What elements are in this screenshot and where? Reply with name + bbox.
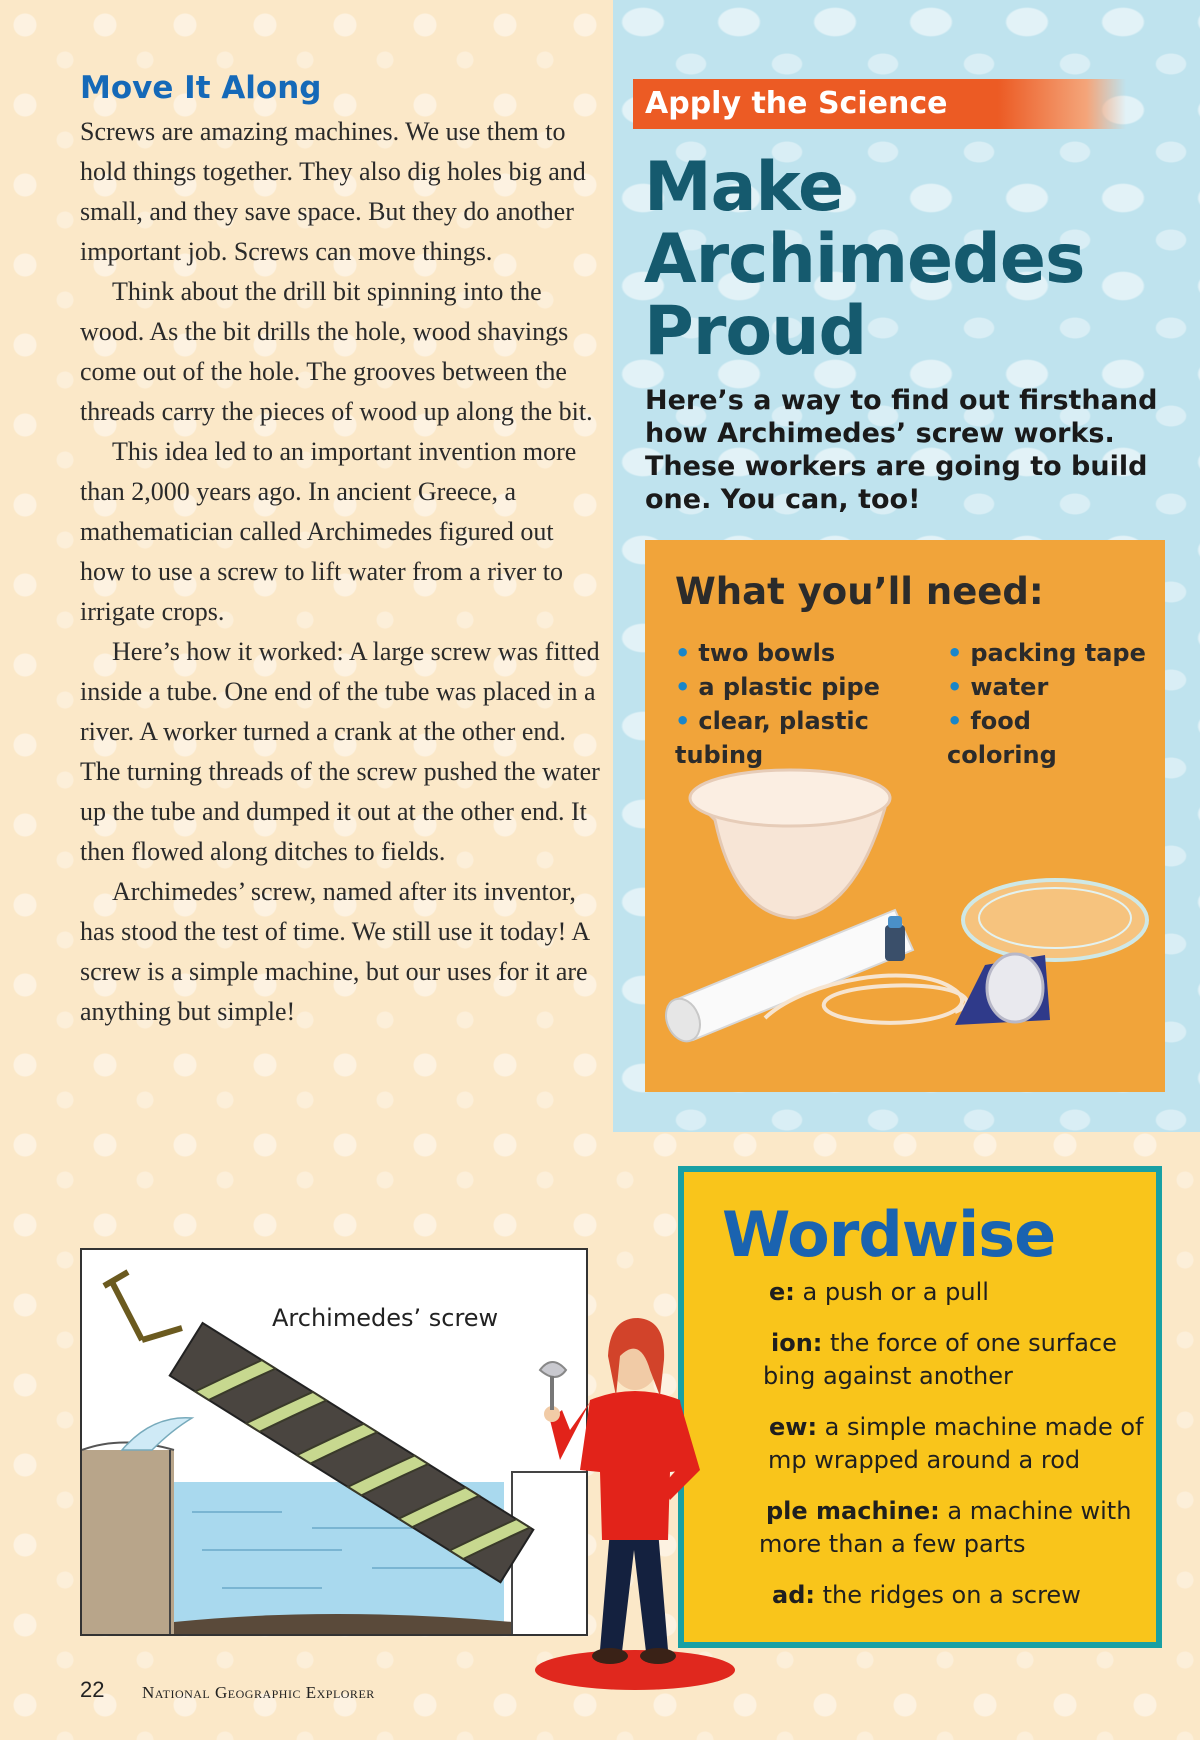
project-title-line: Proud <box>644 292 867 371</box>
materials-photo <box>655 750 1155 1082</box>
glossary-entry <box>769 1276 989 1309</box>
article-paragraph: Think about the drill bit spinning into the wood. As the bit drills the hole, wood shavings come out of the hole. The grooves between the threads carry the pieces of wood up along the bit. <box>80 277 593 426</box>
glossary-entry <box>766 1495 1131 1528</box>
materials-item-label: two bowls <box>698 639 836 667</box>
worker-figurine <box>530 1300 750 1692</box>
water-outflow <box>122 1418 192 1450</box>
materials-heading: What you’ll need: <box>675 570 1044 613</box>
glossary-entry <box>759 1528 1026 1561</box>
materials-item-label: water <box>970 673 1049 701</box>
glossary-definition: bing against another <box>763 1362 1013 1390</box>
glossary-definition: a simple machine made of <box>817 1413 1144 1441</box>
glossary-term: ew: <box>769 1413 818 1441</box>
materials-list-item <box>675 670 947 704</box>
archimedes-screw-diagram <box>80 1248 588 1636</box>
diagram-label: Archimedes’ screw <box>272 1304 499 1332</box>
bullet-icon: • <box>675 673 691 701</box>
glossary-definition: a machine with <box>939 1497 1132 1525</box>
project-intro: Here’s a way to find out firsthand how Archimedes’ screw works. These workers are going to build one. You can, too! <box>645 385 1158 515</box>
glossary-definition: the force of one surface <box>822 1329 1117 1357</box>
glass-dish-image <box>963 880 1147 960</box>
magazine-name: National Geographic Explorer <box>142 1683 375 1702</box>
glossary-definition: mp wrapped around a rod <box>768 1446 1081 1474</box>
figurine-base <box>535 1650 735 1690</box>
crank-handle <box>104 1272 182 1340</box>
glossary-term: e: <box>769 1278 795 1306</box>
materials-list-item <box>947 670 1147 704</box>
materials-item-label: a plastic pipe <box>698 673 880 701</box>
bullet-icon: • <box>947 707 963 735</box>
project-title <box>644 148 1164 371</box>
materials-box <box>645 540 1165 1092</box>
article-column <box>80 70 600 1032</box>
materials-item-label: food coloring <box>947 707 1057 769</box>
glossary-entry <box>763 1360 1013 1393</box>
glossary-entry <box>769 1411 1143 1444</box>
plastic-bowl-image <box>690 770 890 918</box>
materials-item-label: clear, plastic tubing <box>675 707 869 769</box>
apply-science-banner: Apply the Science <box>633 79 1126 129</box>
wordwise-title: Wordwise <box>722 1198 1056 1271</box>
article-paragraph: This idea led to an important invention more than 2,000 years ago. In ancient Greece, a mathematician called Archimedes figured out how to use a screw to lift water from a river to irrigate crops. <box>80 437 577 626</box>
article-paragraph: Here’s how it worked: A large screw was fitted inside a tube. One end of the tube was placed in a river. A worker turned a crank at the other end. The turning threads of the screw pushed the water up the tube and dumped it out at the other end. It then flowed along ditches to fields. <box>80 637 600 866</box>
glossary-term: ple machine: <box>766 1497 940 1525</box>
page-number: 22 <box>80 1677 105 1702</box>
wordwise-glossary <box>678 1166 1162 1648</box>
glossary-entry <box>772 1579 1081 1612</box>
materials-item-label: packing tape <box>970 639 1146 667</box>
packing-tape-image <box>955 954 1050 1025</box>
bullet-icon: • <box>675 639 691 667</box>
materials-list-item <box>675 636 947 670</box>
glossary-definition: the ridges on a screw <box>814 1581 1081 1609</box>
glossary-entry <box>771 1327 1117 1360</box>
bullet-icon: • <box>947 673 963 701</box>
glossary-term: ion: <box>771 1329 823 1357</box>
project-title-line: Archimedes <box>644 220 1085 299</box>
food-coloring-bottle-image <box>885 916 905 961</box>
river-bank <box>82 1450 174 1636</box>
materials-list-item <box>947 636 1147 670</box>
article-paragraph: Archimedes’ screw, named after its inventor, has stood the test of time. We still use it today! A screw is a simple machine, but our uses for it are anything but simple! <box>80 877 589 1026</box>
bullet-icon: • <box>947 639 963 667</box>
bullet-icon: • <box>675 707 691 735</box>
glossary-term: ad: <box>772 1581 815 1609</box>
glossary-definition: more than a few parts <box>759 1530 1026 1558</box>
article-heading: Move It Along <box>80 70 322 106</box>
article-paragraph: Screws are amazing machines. We use them to hold things together. They also dig holes big and small, and they save space. But they do another important job. Screws can move things. <box>80 117 586 266</box>
glossary-definition: a push or a pull <box>794 1278 989 1306</box>
project-title-line: Make <box>644 148 844 227</box>
glossary-entry <box>768 1444 1080 1477</box>
